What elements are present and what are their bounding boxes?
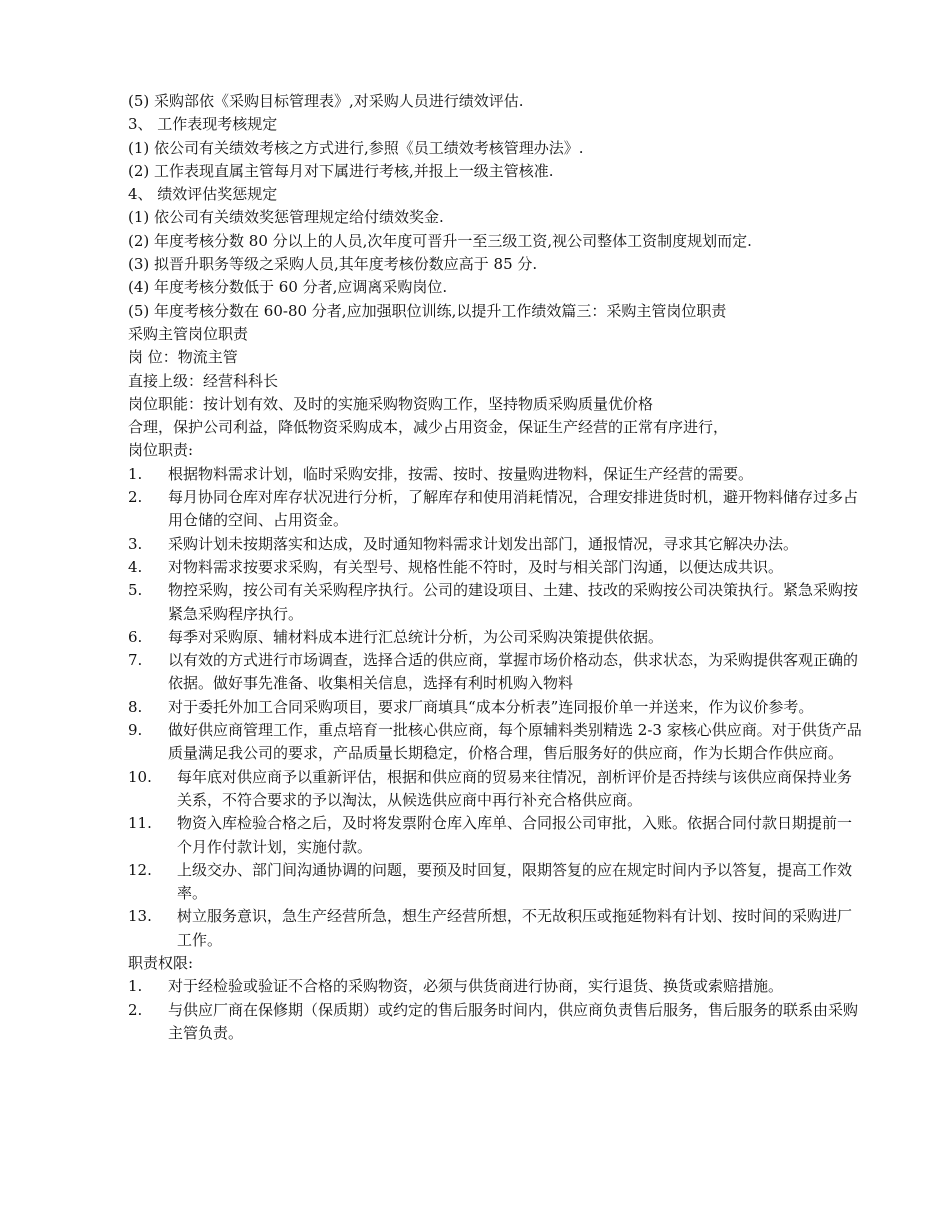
- list-item: [128, 719, 863, 766]
- list-item: [128, 696, 863, 719]
- intro-section: [128, 90, 863, 463]
- list-number: 2.: [128, 488, 143, 507]
- list-text: 树立服务意识，急生产经营所急，想生产经营所想，不无故积压或拖延物料有计划、按时间的采购进厂工作。: [177, 907, 853, 949]
- list-number: 13.: [128, 907, 152, 926]
- duties-heading: 岗位职责:: [128, 441, 194, 460]
- list-number: 12.: [128, 860, 152, 879]
- list-item: [128, 579, 863, 626]
- list-text: 根据物料需求计划，临时采购安排，按需、按时、按量购进物料，保证生产经营的需要。: [168, 464, 754, 483]
- document-page: [128, 90, 863, 1045]
- paragraph-line: (3) 拟晋升职务等级之采购人员,其年度考核份数应高于 85 分.: [128, 255, 538, 274]
- list-item: [128, 812, 863, 859]
- paragraph-line: (5) 年度考核分数在 60-80 分者,应加强职位训练,以提升工作绩效篇三：采购主管岗位职责: [128, 301, 727, 320]
- list-number: 3.: [128, 534, 143, 553]
- list-item: [128, 533, 863, 556]
- list-text: 与供应厂商在保修期（保质期）或约定的售后服务时间内，供应商负责售后服务，售后服务的联系由采购主管负责。: [168, 1000, 859, 1042]
- list-text: 每季对采购原、辅材料成本进行汇总统计分析，为公司采购决策提供依据。: [168, 627, 664, 646]
- list-text: 上级交办、部门间沟通协调的问题，要预及时回复，限期答复的应在规定时间内予以答复，提高工作效率。: [177, 860, 853, 903]
- list-number: 8.: [128, 697, 143, 716]
- section-heading: 3、 工作表现考核规定: [128, 115, 278, 134]
- list-item: [128, 975, 863, 998]
- list-text: 对物料需求按要求采购，有关型号、规格性能不符时，及时与相关部门沟通，以便达成共识。: [168, 557, 784, 576]
- list-text: 以有效的方式进行市场调查，选择合适的供应商，掌握市场价格动态，供求状态，为采购提供客观正确的依据。做好事先准备、收集相关信息，选择有利时机购入物料: [168, 651, 859, 693]
- list-text: 做好供应商管理工作，重点培育一批核心供应商，每个原辅料类别精选 2-3 家核心供应商。对于供货产品质量满足我公司的要求，产品质量长期稳定，价格合理，售后服务好的供应商，作为长期合作供应商。: [168, 721, 862, 763]
- list-item: [128, 905, 863, 952]
- list-number: 4.: [128, 557, 143, 576]
- document-title: 采购主管岗位职责: [128, 324, 249, 343]
- paragraph-line: (1) 依公司有关绩效奖惩管理规定给付绩效奖金.: [128, 208, 444, 227]
- list-item: [128, 556, 863, 579]
- list-number: 1.: [128, 464, 143, 483]
- list-number: 2.: [128, 1000, 143, 1019]
- list-number: 7.: [128, 651, 143, 670]
- list-text: 物控采购，按公司有关采购程序执行。公司的建设项目、土建、技改的采购按公司决策执行。紧急采购按紧急采购程序执行。: [168, 581, 859, 623]
- list-item: [128, 626, 863, 649]
- list-text: 每月协同仓库对库存状况进行分析，了解库存和使用消耗情况，合理安排进货时机，避开物料储存过多占用仓储的空间、占用资金。: [168, 488, 859, 530]
- list-number: 6.: [128, 627, 143, 646]
- list-item: [128, 463, 863, 486]
- paragraph-line: (5) 采购部依《采购目标管理表》,对采购人员进行绩效评估.: [128, 92, 524, 110]
- paragraph-line: (2) 工作表现直属主管每月对下属进行考核,并报上一级主管核准.: [128, 161, 554, 180]
- list-item: [128, 766, 863, 813]
- list-number: 10.: [128, 767, 152, 786]
- list-item: [128, 999, 863, 1046]
- paragraph-line: (4) 年度考核分数低于 60 分者,应调离采购岗位.: [128, 278, 448, 297]
- list-text: 每年底对供应商予以重新评估，根据和供应商的贸易来往情况，剖析评价是否持续与该供应商保持业务关系，不符合要求的予以淘汰，从候选供应商中再行补充合格供应商。: [177, 767, 853, 809]
- supervisor-line: 直接上级：经营科科长: [128, 371, 279, 390]
- list-item: [128, 486, 863, 533]
- list-number: 5.: [128, 581, 143, 600]
- position-line: 岗 位：物流主管: [128, 348, 238, 367]
- list-number: 9.: [128, 721, 143, 740]
- list-item: [128, 859, 863, 906]
- paragraph-line: (2) 年度考核分数 80 分以上的人员,次年度可晋升一至三级工资,视公司整体工资制度规划而定.: [128, 231, 752, 250]
- authority-heading: 职责权限:: [128, 953, 194, 972]
- authority-list: [128, 975, 863, 1045]
- paragraph-line: (1) 依公司有关绩效考核之方式进行,参照《员工绩效考核管理办法》.: [128, 138, 584, 157]
- list-item: [128, 649, 863, 696]
- list-number: 11.: [128, 814, 152, 833]
- list-text: 对于经检验或验证不合格的采购物资，必须与供货商进行协商，实行退货、换货或索赔措施。: [168, 977, 784, 996]
- duties-list: [128, 463, 863, 952]
- function-line-cont: 合理，保护公司利益，降低物资采购成本，减少占用资金，保证生产经营的正常有序进行，: [128, 418, 729, 437]
- section-heading: 4、 绩效评估奖惩规定: [128, 185, 278, 204]
- list-number: 1.: [128, 977, 143, 996]
- function-line: 岗位职能：按计划有效、及时的实施采购物资购工作，坚持物质采购质量优价格: [128, 394, 654, 413]
- list-text: 物资入库检验合格之后，及时将发票附仓库入库单、合同报公司审批，入账。依据合同付款日期提前一个月作付款计划，实施付款。: [177, 814, 853, 856]
- list-text: 对于委托外加工合同采购项目，要求厂商填具“成本分析表”连同报价单一并送来，作为议价参考。: [168, 697, 814, 716]
- list-text: 采购计划未按期落实和达成，及时通知物料需求计划发出部门，通报情况，寻求其它解决办法。: [168, 534, 799, 553]
